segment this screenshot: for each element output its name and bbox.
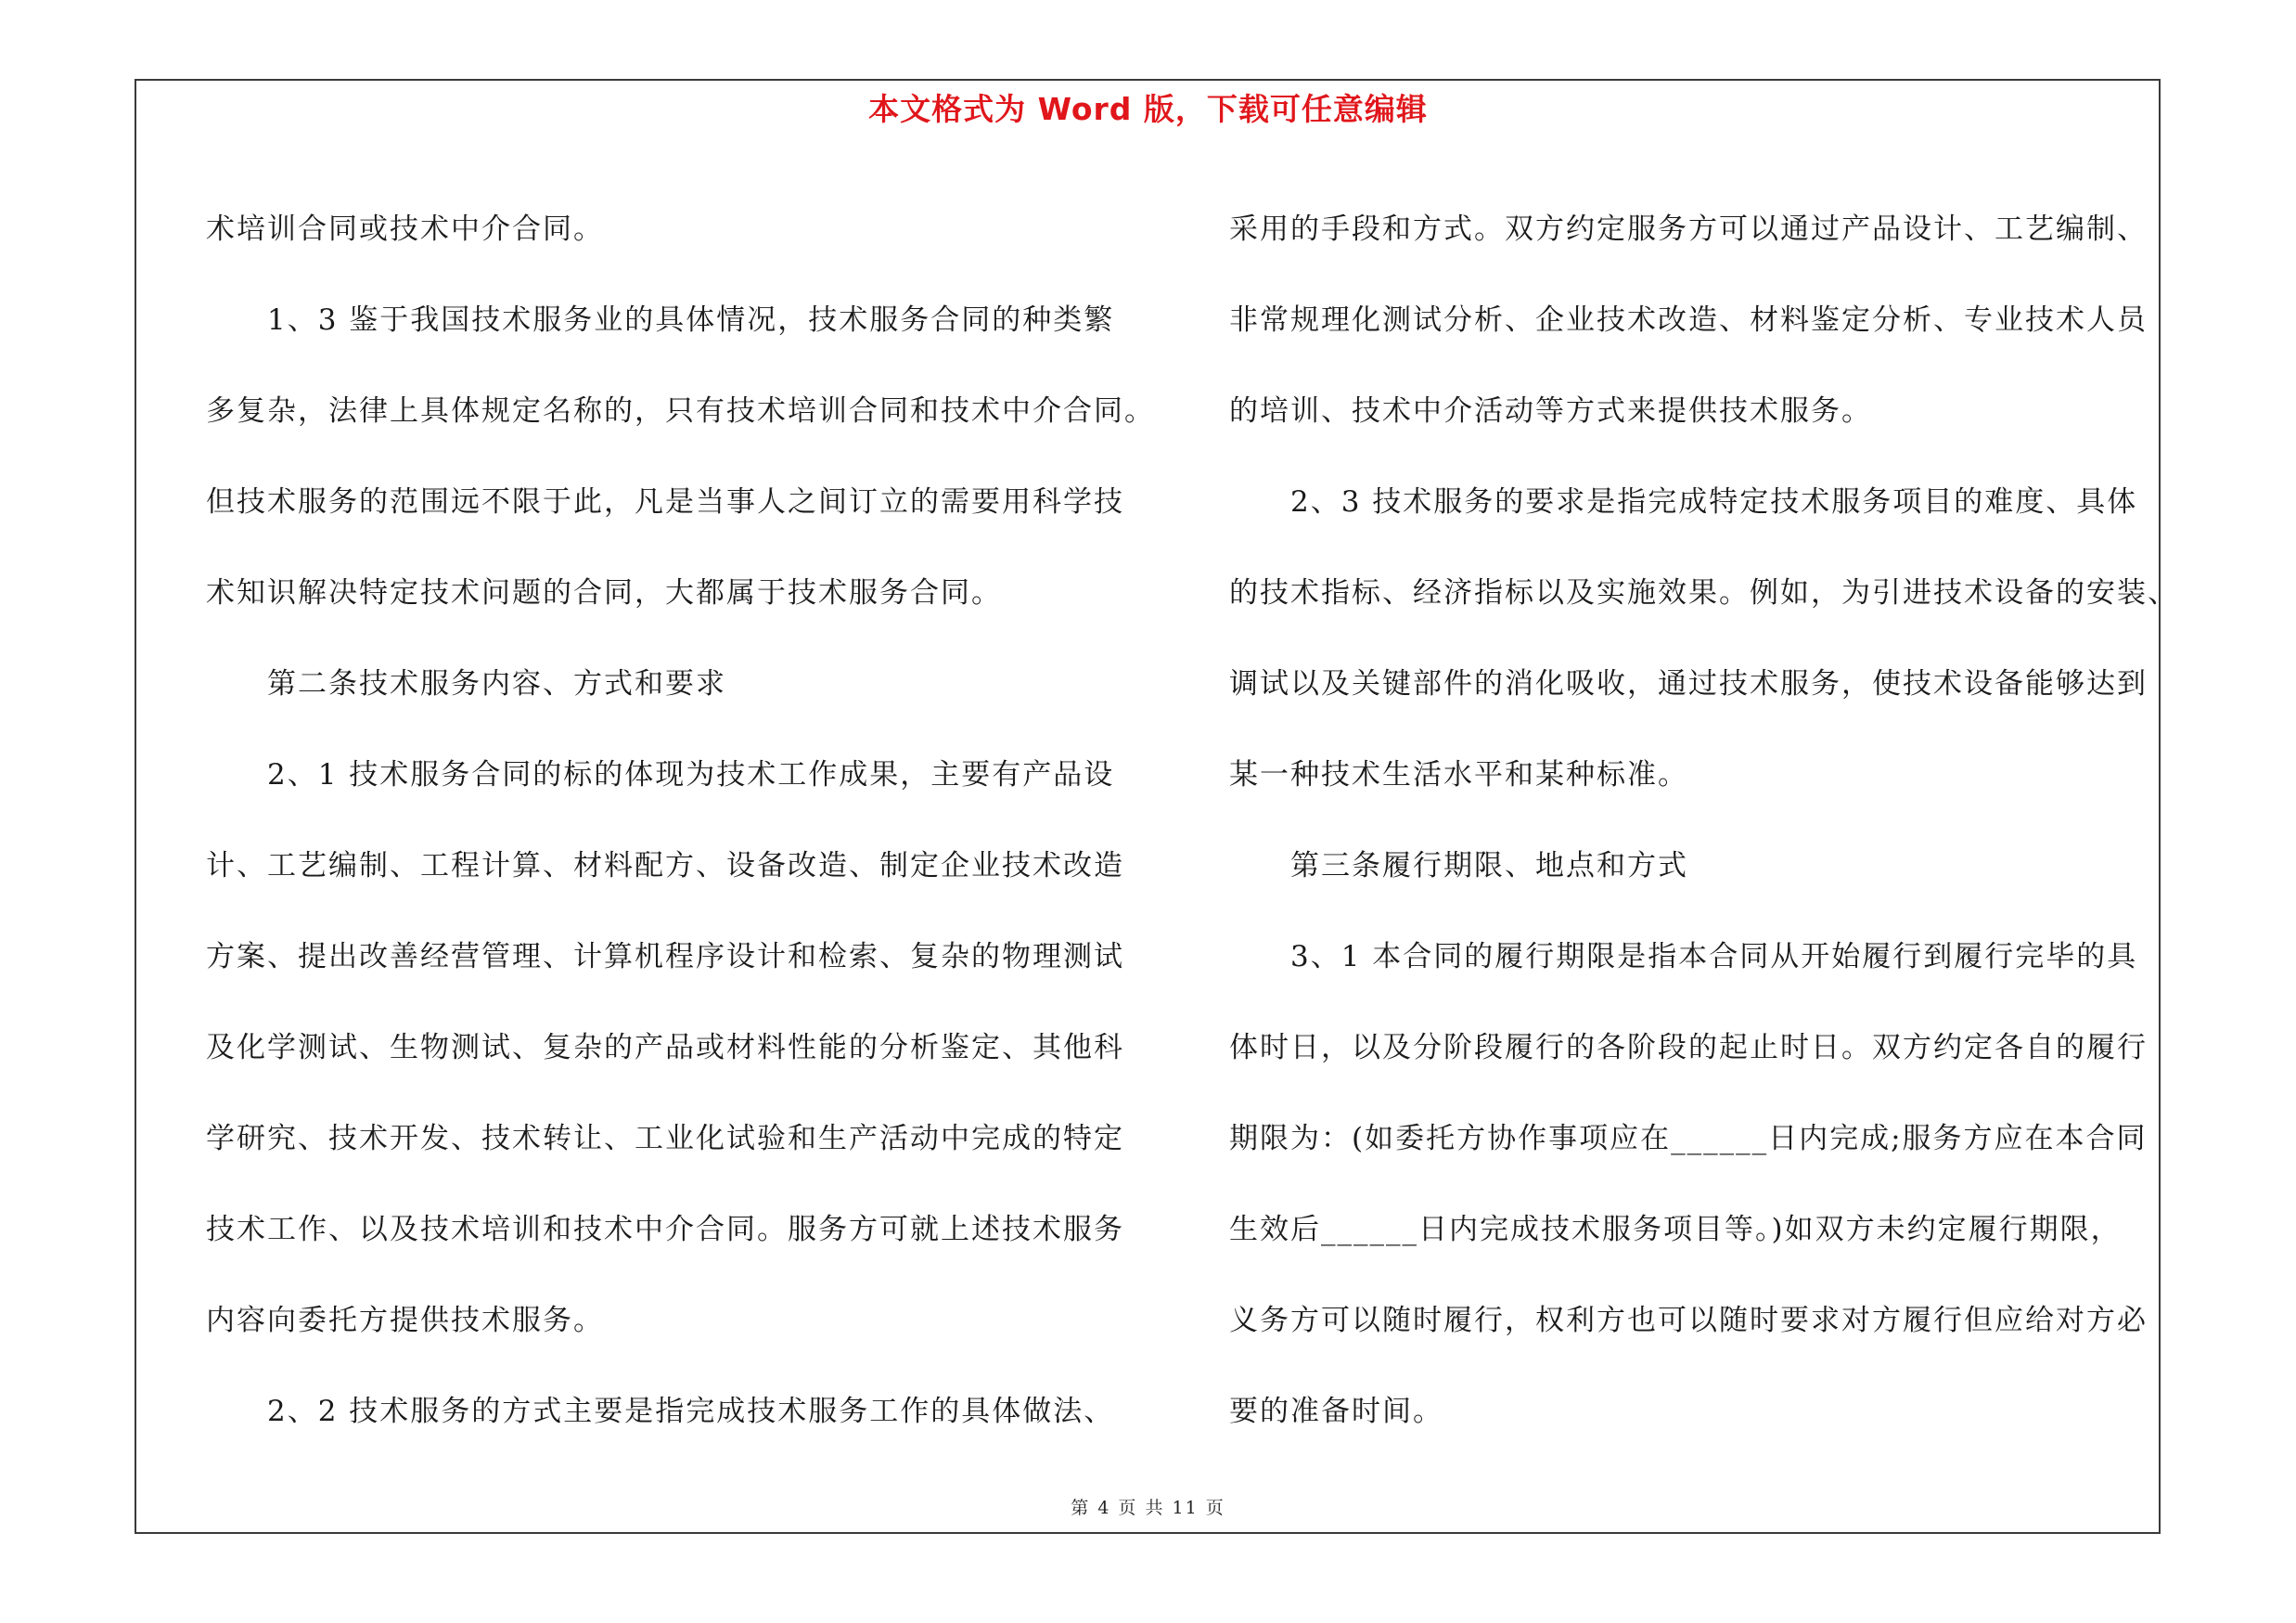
text-line: 术培训合同或技术中介合同。 — [206, 213, 604, 246]
text-line: 但技术服务的范围远不限于此，凡是当事人之间订立的需要用科学技 — [206, 485, 1124, 519]
text-line: 体时日，以及分阶段履行的各阶段的起止时日。双方约定各自的履行 — [1229, 1031, 2148, 1064]
text-line: 学研究、技术开发、技术转让、工业化试验和生产活动中完成的特定 — [206, 1122, 1124, 1155]
text-line: 技术工作、以及技术培训和技术中介合同。服务方可就上述技术服务 — [206, 1213, 1124, 1246]
word-format-banner: 本文格式为 Word 版，下载可任意编辑 — [868, 91, 1428, 127]
text-line: 及化学测试、生物测试、复杂的产品或材料性能的分析鉴定、其他科 — [206, 1031, 1124, 1064]
text-line: 3、1 本合同的履行期限是指本合同从开始履行到履行完毕的具 — [1290, 940, 2138, 973]
left-text-column — [206, 184, 1155, 1457]
text-line: 第二条技术服务内容、方式和要求 — [267, 667, 726, 701]
right-text-column — [1229, 184, 2178, 1457]
text-line: 的技术指标、经济指标以及实施效果。例如，为引进技术设备的安装、 — [1229, 576, 2178, 610]
text-line: 2、1 技术服务合同的标的体现为技术工作成果，主要有产品设 — [267, 758, 1115, 792]
text-line: 生效后______日内完成技术服务项目等。)如双方未约定履行期限， — [1229, 1213, 2122, 1246]
text-line: 要的准备时间。 — [1229, 1395, 1443, 1428]
text-line: 2、2 技术服务的方式主要是指完成技术服务工作的具体做法、 — [267, 1395, 1115, 1428]
text-line: 采用的手段和方式。双方约定服务方可以通过产品设计、工艺编制、 — [1229, 213, 2148, 246]
text-line: 多复杂，法律上具体规定名称的，只有技术培训合同和技术中介合同。 — [206, 394, 1155, 428]
text-line: 义务方可以随时履行，权利方也可以随时要求对方履行但应给对方必 — [1229, 1304, 2148, 1337]
text-line: 方案、提出改善经营管理、计算机程序设计和检索、复杂的物理测试 — [206, 940, 1124, 973]
text-line: 2、3 技术服务的要求是指完成特定技术服务项目的难度、具体 — [1290, 485, 2138, 519]
text-line: 某一种技术生活水平和某种标准。 — [1229, 758, 1688, 792]
page-number-footer: 第 4 页 共 11 页 — [1071, 1498, 1225, 1518]
text-line: 第三条履行期限、地点和方式 — [1290, 849, 1688, 882]
text-line: 术知识解决特定技术问题的合同，大都属于技术服务合同。 — [206, 576, 1002, 610]
text-line: 内容向委托方提供技术服务。 — [206, 1304, 604, 1337]
text-line: 的培训、技术中介活动等方式来提供技术服务。 — [1229, 394, 1872, 428]
text-line: 非常规理化测试分析、企业技术改造、材料鉴定分析、专业技术人员 — [1229, 303, 2148, 337]
text-line: 1、3 鉴于我国技术服务业的具体情况，技术服务合同的种类繁 — [267, 303, 1115, 337]
text-line: 期限为：(如委托方协作事项应在______日内完成;服务方应在本合同 — [1229, 1122, 2148, 1155]
text-line: 调试以及关键部件的消化吸收，通过技术服务，使技术设备能够达到 — [1229, 667, 2148, 701]
text-line: 计、工艺编制、工程计算、材料配方、设备改造、制定企业技术改造 — [206, 849, 1124, 882]
